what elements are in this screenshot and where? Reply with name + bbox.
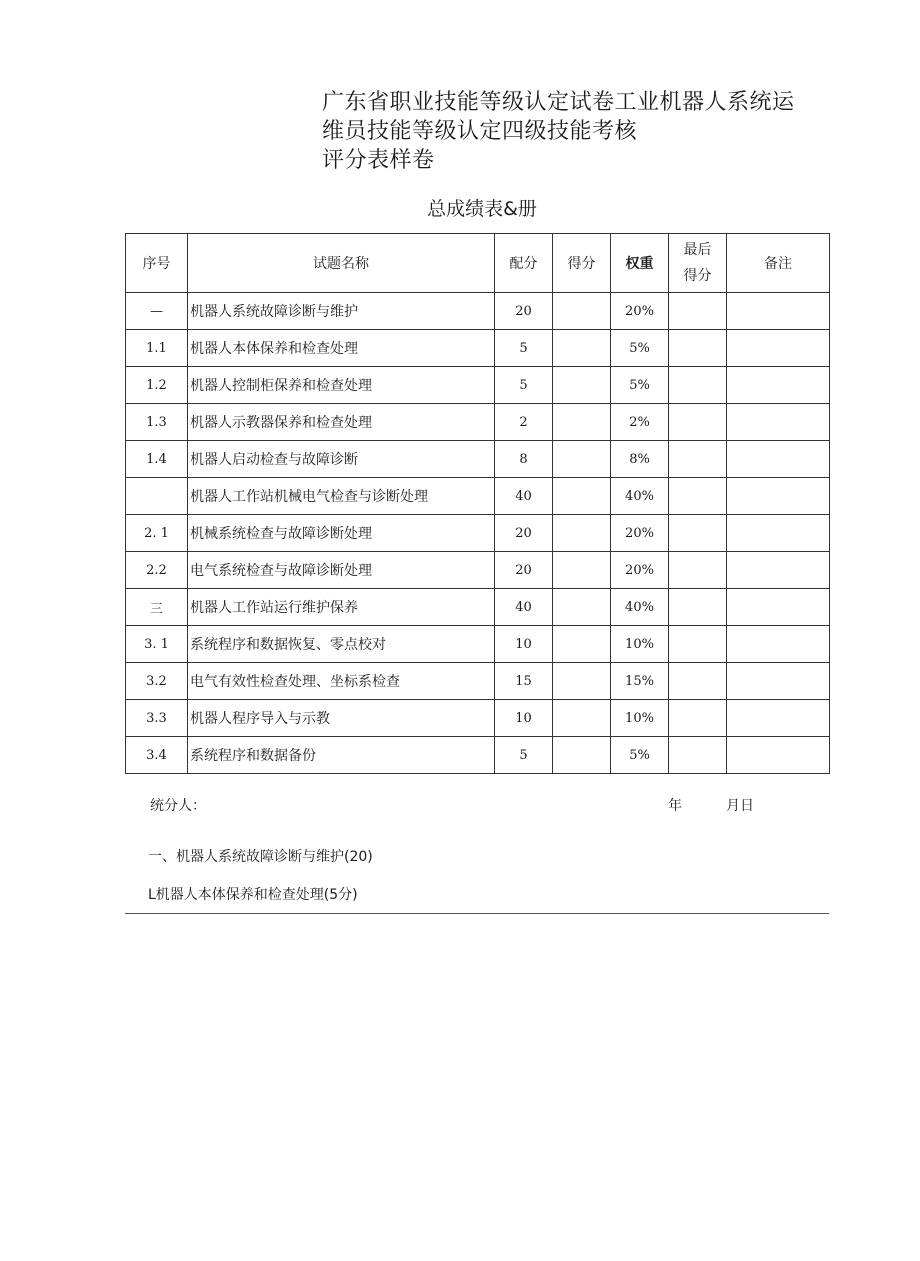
row-seq: 3. 1 bbox=[126, 626, 188, 663]
row-remark-cell[interactable] bbox=[727, 293, 830, 330]
table-row bbox=[126, 330, 830, 367]
row-remark-cell[interactable] bbox=[727, 330, 830, 367]
row-seq: 2. 1 bbox=[126, 515, 188, 552]
row-obtained-cell[interactable] bbox=[553, 737, 611, 774]
row-final-score-cell[interactable] bbox=[669, 441, 727, 478]
row-obtained-cell[interactable] bbox=[553, 589, 611, 626]
row-remark-cell[interactable] bbox=[727, 552, 830, 589]
row-name: 系统程序和数据恢复、零点校对 bbox=[188, 626, 495, 663]
header-score: 配分 bbox=[495, 234, 553, 293]
row-seq: 1.3 bbox=[126, 404, 188, 441]
row-weight: 8% bbox=[611, 441, 669, 478]
table-row bbox=[126, 589, 830, 626]
row-name: 机器人程序导入与示教 bbox=[188, 700, 495, 737]
row-seq: — bbox=[126, 293, 188, 330]
table-row bbox=[126, 700, 830, 737]
table-row bbox=[126, 441, 830, 478]
header-weight: 权重 bbox=[611, 234, 669, 293]
row-remark-cell[interactable] bbox=[727, 441, 830, 478]
table-row bbox=[126, 663, 830, 700]
row-score: 20 bbox=[495, 552, 553, 589]
row-obtained-cell[interactable] bbox=[553, 330, 611, 367]
row-seq: 2.2 bbox=[126, 552, 188, 589]
row-weight: 10% bbox=[611, 626, 669, 663]
row-name: 机器人系统故障诊断与维护 bbox=[188, 293, 495, 330]
row-remark-cell[interactable] bbox=[727, 700, 830, 737]
row-seq: 3.2 bbox=[126, 663, 188, 700]
row-name: 电气有效性检查处理、坐标系检查 bbox=[188, 663, 495, 700]
row-obtained-cell[interactable] bbox=[553, 515, 611, 552]
row-obtained-cell[interactable] bbox=[553, 478, 611, 515]
table-row bbox=[126, 515, 830, 552]
row-final-score-cell[interactable] bbox=[669, 404, 727, 441]
score-summary-table bbox=[125, 233, 830, 774]
header-final-line1: 最后 bbox=[683, 242, 712, 258]
row-seq: 1.2 bbox=[126, 367, 188, 404]
row-final-score-cell[interactable] bbox=[669, 626, 727, 663]
row-final-score-cell[interactable] bbox=[669, 589, 727, 626]
row-remark-cell[interactable] bbox=[727, 515, 830, 552]
row-obtained-cell[interactable] bbox=[553, 367, 611, 404]
row-final-score-cell[interactable] bbox=[669, 552, 727, 589]
header-obtained: 得分 bbox=[553, 234, 611, 293]
title-line-1: 广东省职业技能等级认定试卷工业机器人系统运 bbox=[322, 90, 795, 115]
row-final-score-cell[interactable] bbox=[669, 737, 727, 774]
row-weight: 5% bbox=[611, 737, 669, 774]
row-name: 机器人启动检查与故障诊断 bbox=[188, 441, 495, 478]
table-row bbox=[126, 552, 830, 589]
section-1-heading: 一、机器人系统故障诊断与维护(20) bbox=[148, 849, 373, 865]
table-row bbox=[126, 626, 830, 663]
row-name: 机器人示教器保养和检查处理 bbox=[188, 404, 495, 441]
title-line-2: 维员技能等级认定四级技能考核 bbox=[322, 119, 638, 144]
scorer-label: 统分人： bbox=[150, 798, 206, 814]
table-row bbox=[126, 737, 830, 774]
row-name: 机器人工作站运行维护保养 bbox=[188, 589, 495, 626]
row-final-score-cell[interactable] bbox=[669, 293, 727, 330]
row-score: 8 bbox=[495, 441, 553, 478]
row-final-score-cell[interactable] bbox=[669, 367, 727, 404]
row-seq: 3.3 bbox=[126, 700, 188, 737]
header-final-score bbox=[669, 234, 727, 293]
row-remark-cell[interactable] bbox=[727, 367, 830, 404]
item-1-heading: L机器人本体保养和检查处理(5分) bbox=[148, 887, 358, 903]
row-weight: 40% bbox=[611, 478, 669, 515]
row-score: 10 bbox=[495, 700, 553, 737]
row-score: 5 bbox=[495, 330, 553, 367]
row-name: 机器人控制柜保养和检查处理 bbox=[188, 367, 495, 404]
row-seq: 1.1 bbox=[126, 330, 188, 367]
row-weight: 10% bbox=[611, 700, 669, 737]
row-final-score-cell[interactable] bbox=[669, 330, 727, 367]
row-obtained-cell[interactable] bbox=[553, 552, 611, 589]
title-line-3: 评分表样卷 bbox=[322, 148, 435, 173]
row-seq: 3.4 bbox=[126, 737, 188, 774]
table-title: 总成绩表&册 bbox=[427, 198, 537, 220]
row-score: 15 bbox=[495, 663, 553, 700]
row-remark-cell[interactable] bbox=[727, 589, 830, 626]
row-score: 40 bbox=[495, 478, 553, 515]
row-obtained-cell[interactable] bbox=[553, 700, 611, 737]
header-final-line2: 得分 bbox=[683, 268, 712, 284]
table-row bbox=[126, 404, 830, 441]
document-title bbox=[322, 88, 822, 175]
row-weight: 5% bbox=[611, 367, 669, 404]
row-final-score-cell[interactable] bbox=[669, 700, 727, 737]
row-score: 2 bbox=[495, 404, 553, 441]
row-score: 20 bbox=[495, 293, 553, 330]
row-score: 40 bbox=[495, 589, 553, 626]
row-remark-cell[interactable] bbox=[727, 737, 830, 774]
row-weight: 20% bbox=[611, 515, 669, 552]
row-score: 5 bbox=[495, 737, 553, 774]
row-weight: 40% bbox=[611, 589, 669, 626]
row-score: 10 bbox=[495, 626, 553, 663]
row-name: 机械系统检查与故障诊断处理 bbox=[188, 515, 495, 552]
row-name: 电气系统检查与故障诊断处理 bbox=[188, 552, 495, 589]
row-obtained-cell[interactable] bbox=[553, 626, 611, 663]
row-obtained-cell[interactable] bbox=[553, 663, 611, 700]
row-seq bbox=[126, 478, 188, 515]
row-weight: 20% bbox=[611, 552, 669, 589]
year-label: 年 bbox=[668, 798, 682, 814]
table-row bbox=[126, 293, 830, 330]
section-divider bbox=[125, 913, 829, 914]
header-remark: 备注 bbox=[727, 234, 830, 293]
month-day-label: 月日 bbox=[726, 798, 754, 814]
row-name: 系统程序和数据备份 bbox=[188, 737, 495, 774]
row-score: 5 bbox=[495, 367, 553, 404]
header-name: 试题名称 bbox=[188, 234, 495, 293]
row-name: 机器人本体保养和检查处理 bbox=[188, 330, 495, 367]
header-seq: 序号 bbox=[126, 234, 188, 293]
row-remark-cell[interactable] bbox=[727, 478, 830, 515]
row-final-score-cell[interactable] bbox=[669, 663, 727, 700]
row-obtained-cell[interactable] bbox=[553, 404, 611, 441]
row-final-score-cell[interactable] bbox=[669, 515, 727, 552]
row-weight: 2% bbox=[611, 404, 669, 441]
row-remark-cell[interactable] bbox=[727, 626, 830, 663]
row-name: 机器人工作站机械电气检查与诊断处理 bbox=[188, 478, 495, 515]
row-weight: 20% bbox=[611, 293, 669, 330]
row-remark-cell[interactable] bbox=[727, 663, 830, 700]
row-final-score-cell[interactable] bbox=[669, 478, 727, 515]
row-seq: 三 bbox=[126, 589, 188, 626]
row-weight: 5% bbox=[611, 330, 669, 367]
row-score: 20 bbox=[495, 515, 553, 552]
row-seq: 1.4 bbox=[126, 441, 188, 478]
row-obtained-cell[interactable] bbox=[553, 293, 611, 330]
table-header-row bbox=[126, 234, 830, 293]
row-remark-cell[interactable] bbox=[727, 404, 830, 441]
row-weight: 15% bbox=[611, 663, 669, 700]
table-row bbox=[126, 478, 830, 515]
row-obtained-cell[interactable] bbox=[553, 441, 611, 478]
table-row bbox=[126, 367, 830, 404]
